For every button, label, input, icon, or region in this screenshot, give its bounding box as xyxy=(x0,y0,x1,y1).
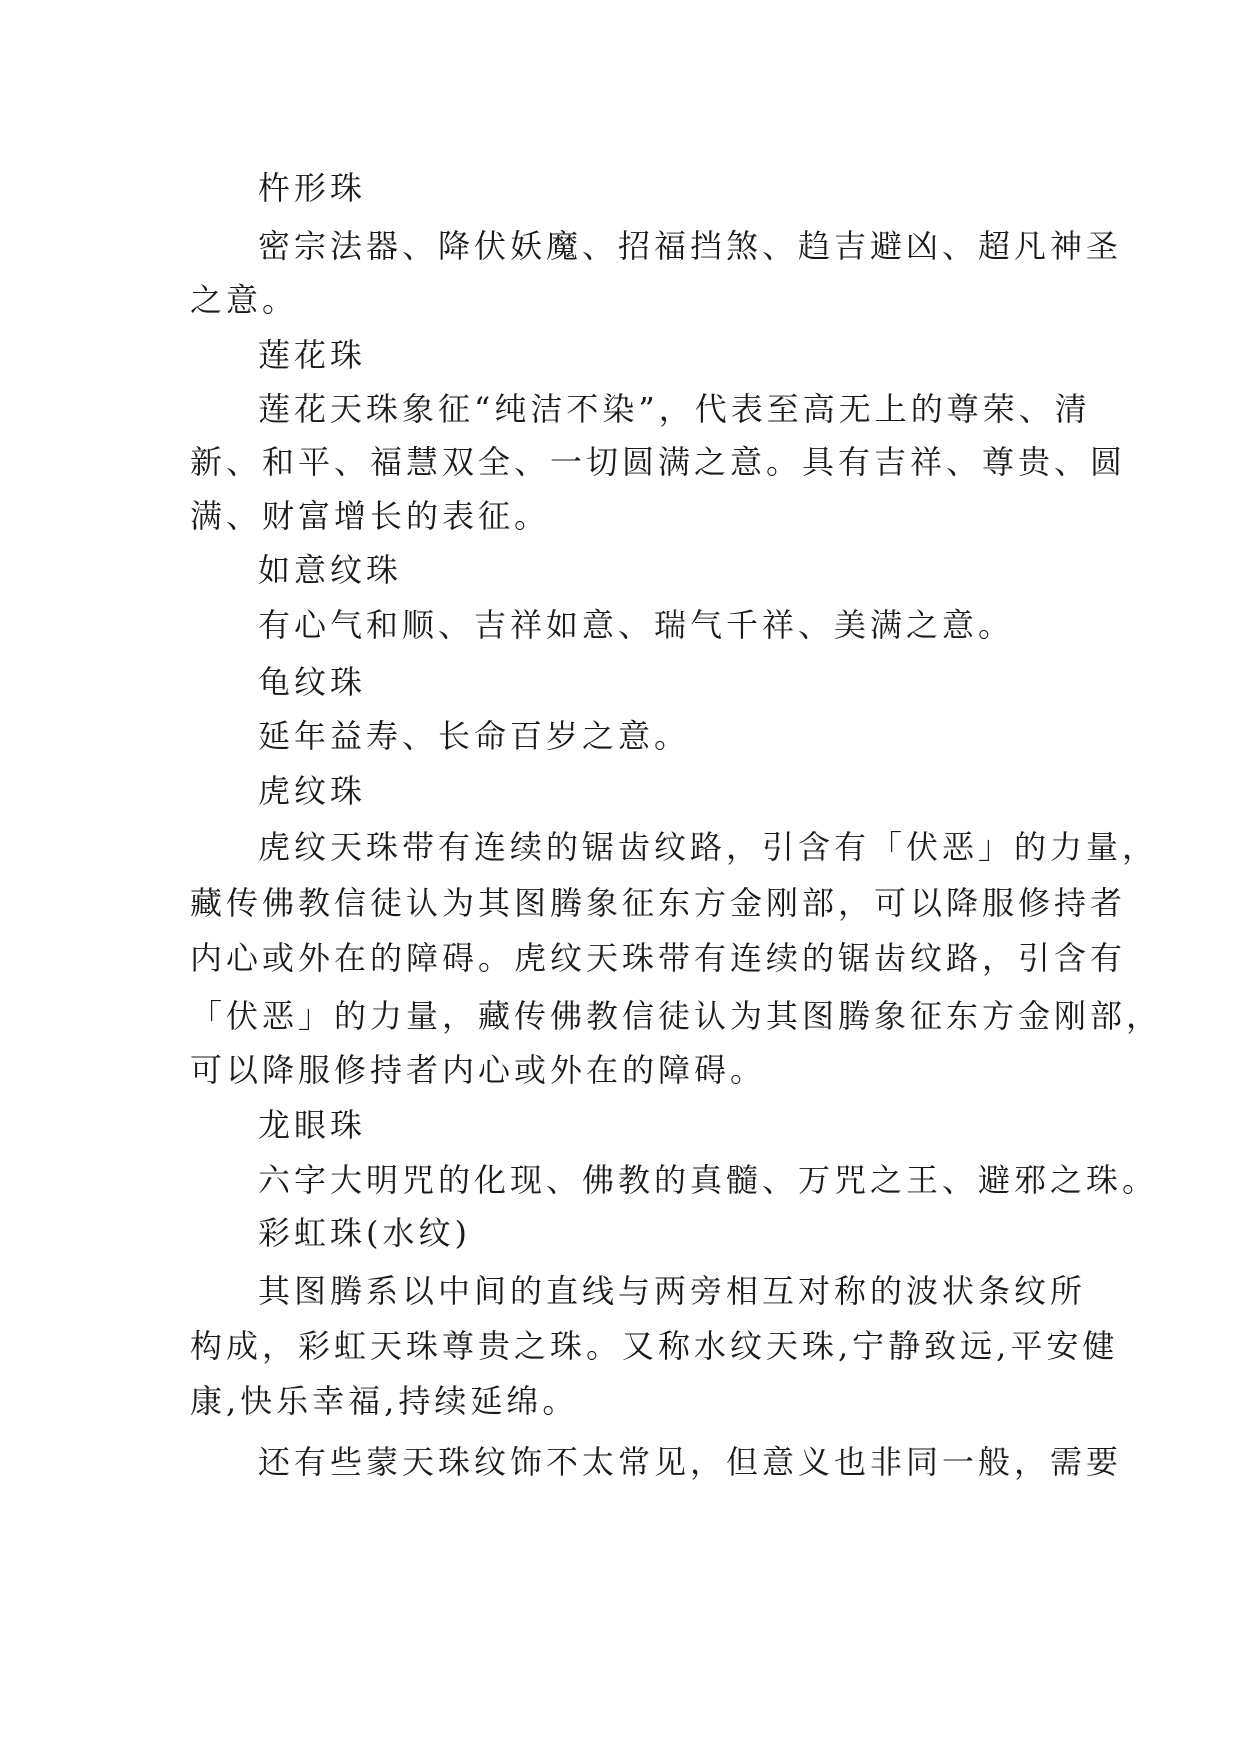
paragraph-line: 满、财富增长的表征。 xyxy=(190,497,551,535)
paragraph-line: 之意。 xyxy=(190,281,299,319)
section-heading: 杵形珠 xyxy=(258,169,367,207)
section-heading: 彩虹珠(水纹) xyxy=(258,1214,471,1252)
paragraph-line: 还有些蒙天珠纹饰不太常见，但意义也非同一般，需要 xyxy=(258,1443,1123,1481)
paragraph-line: 藏传佛教信徒认为其图腾象征东方金刚部，可以降服修持者 xyxy=(190,884,1127,922)
paragraph-line: 六字大明咒的化现、佛教的真髓、万咒之王、避邪之珠。 xyxy=(258,1161,1159,1199)
paragraph-line: 构成，彩虹天珠尊贵之珠。又称水纹天珠,宁静致远,平安健 xyxy=(190,1327,1119,1365)
paragraph-line: 其图腾系以中间的直线与两旁相互对称的波状条纹所 xyxy=(258,1272,1087,1310)
paragraph-line: 虎纹天珠带有连续的锯齿纹路，引含有「伏恶」的力量， xyxy=(258,828,1159,866)
section-heading: 龟纹珠 xyxy=(258,663,367,701)
paragraph-line: 密宗法器、降伏妖魔、招福挡煞、趋吉避凶、超凡神圣 xyxy=(258,227,1123,265)
paragraph-line: 有心气和顺、吉祥如意、瑞气千祥、美满之意。 xyxy=(258,606,1015,644)
paragraph-line: 延年益寿、长命百岁之意。 xyxy=(258,717,691,755)
paragraph-line: 新、和平、福慧双全、一切圆满之意。具有吉祥、尊贵、圆 xyxy=(190,443,1127,481)
section-heading: 如意纹珠 xyxy=(258,551,403,589)
section-heading: 莲花珠 xyxy=(258,336,367,374)
paragraph-line: 康,快乐幸福,持续延绵。 xyxy=(190,1382,579,1420)
paragraph-line: 内心或外在的障碍。虎纹天珠带有连续的锯齿纹路，引含有 xyxy=(190,939,1127,977)
paragraph-line: 可以降服修持者内心或外在的障碍。 xyxy=(190,1051,767,1089)
paragraph-line: 莲花天珠象征“纯洁不染”，代表至高无上的尊荣、清 xyxy=(258,390,1091,428)
section-heading: 虎纹珠 xyxy=(258,772,367,810)
section-heading: 龙眼珠 xyxy=(258,1106,367,1144)
paragraph-line: 「伏恶」的力量，藏传佛教信徒认为其图腾象征东方金刚部， xyxy=(190,997,1163,1035)
